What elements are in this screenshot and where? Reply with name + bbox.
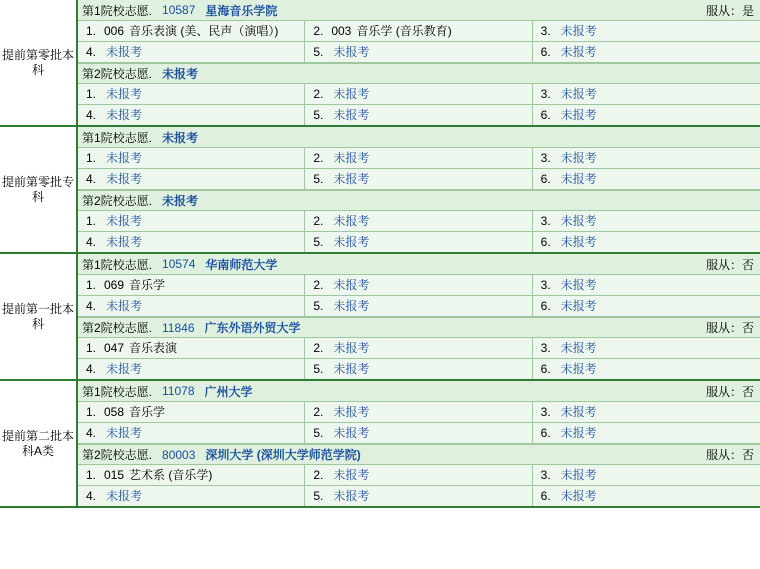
school-code: 10574 — [162, 257, 196, 271]
major-row — [78, 296, 760, 317]
batch-block — [0, 127, 760, 254]
major-choice-cell[interactable] — [533, 42, 760, 62]
major-choice-cell[interactable] — [305, 402, 532, 422]
major-empty: 未报考 — [333, 214, 370, 228]
major-index: 5. — [313, 299, 324, 313]
major-name: 音乐表演 — [129, 341, 178, 355]
major-row — [78, 105, 760, 125]
major-name: 音乐学 (音乐教育) — [356, 24, 452, 38]
major-choice-cell[interactable] — [533, 275, 760, 295]
school-choice-header[interactable] — [78, 0, 760, 21]
major-choice-cell[interactable] — [533, 338, 760, 358]
major-empty: 未报考 — [333, 87, 370, 101]
major-name: 艺术系 (音乐学) — [129, 468, 213, 482]
major-choice-cell[interactable] — [305, 232, 532, 252]
major-choice-cell[interactable] — [533, 423, 760, 443]
major-index: 2. — [313, 341, 324, 355]
major-choice-cell[interactable] — [533, 296, 760, 316]
major-index: 1. — [86, 278, 97, 292]
major-empty: 未报考 — [106, 45, 143, 59]
batch-block — [0, 254, 760, 381]
major-choice-cell[interactable] — [533, 465, 760, 485]
major-choice-cell[interactable] — [305, 338, 532, 358]
major-choice-cell[interactable] — [533, 486, 760, 506]
major-empty: 未报考 — [106, 172, 143, 186]
major-name: 音乐学 — [129, 405, 166, 419]
major-index: 5. — [313, 172, 324, 186]
school-choice-header[interactable] — [78, 317, 760, 338]
major-index: 2. — [313, 151, 324, 165]
major-empty: 未报考 — [560, 341, 597, 355]
school-choice-header[interactable] — [78, 381, 760, 402]
batch-body — [78, 0, 760, 125]
major-index: 6. — [540, 299, 551, 313]
school-choice-header[interactable] — [78, 63, 760, 84]
major-code: 058 — [104, 405, 125, 419]
major-code: 047 — [104, 341, 125, 355]
major-index: 6. — [540, 172, 551, 186]
major-choice-cell[interactable] — [78, 275, 305, 295]
major-index: 3. — [540, 278, 551, 292]
obey-status: 服从：否 — [705, 448, 754, 462]
major-row — [78, 402, 760, 423]
major-empty: 未报考 — [560, 426, 597, 440]
major-choice-cell[interactable] — [305, 296, 532, 316]
major-empty: 未报考 — [560, 489, 597, 503]
major-choice-cell[interactable] — [533, 359, 760, 379]
major-choice-cell[interactable] — [78, 148, 305, 168]
major-choice-cell[interactable] — [78, 169, 305, 189]
batch-name: 提前第二批本科A类 — [0, 381, 78, 506]
major-choice-cell[interactable] — [78, 296, 305, 316]
obey-status: 服从：否 — [705, 257, 754, 272]
major-choice-cell[interactable] — [533, 84, 760, 104]
obey-status: 服从：否 — [705, 384, 754, 399]
major-index: 2. — [313, 278, 324, 292]
major-choice-cell[interactable] — [533, 21, 760, 41]
major-empty: 未报考 — [106, 108, 143, 122]
major-choice-cell[interactable] — [305, 42, 532, 62]
batch-name: 提前第一批本科 — [0, 254, 78, 379]
major-index: 6. — [540, 489, 551, 503]
major-row — [78, 423, 760, 444]
obey-status: 服从：是 — [705, 3, 754, 18]
major-empty: 未报考 — [333, 362, 370, 376]
major-empty: 未报考 — [560, 299, 597, 313]
school-choice-order: 第1院校志愿. — [82, 3, 153, 18]
major-row — [78, 275, 760, 296]
major-empty: 未报考 — [560, 24, 597, 38]
major-index: 5. — [313, 362, 324, 376]
major-choice-cell[interactable] — [78, 211, 305, 231]
major-choice-cell[interactable] — [78, 232, 305, 252]
major-empty: 未报考 — [106, 87, 143, 101]
major-index: 1. — [86, 151, 97, 165]
major-name: 音乐表演 (美、民声（演唱）) — [129, 24, 279, 38]
major-name: 音乐学 — [129, 278, 166, 292]
major-empty: 未报考 — [333, 341, 370, 355]
major-empty: 未报考 — [106, 151, 143, 165]
major-choice-cell[interactable] — [78, 465, 305, 485]
major-code: 069 — [104, 278, 125, 292]
obey-status: 服从：否 — [705, 321, 754, 335]
major-empty: 未报考 — [560, 405, 597, 419]
major-row — [78, 211, 760, 232]
major-choice-cell[interactable] — [78, 21, 305, 41]
major-code: 006 — [104, 24, 125, 38]
major-empty: 未报考 — [560, 87, 597, 101]
major-index: 6. — [540, 235, 551, 249]
major-index: 1. — [86, 87, 97, 101]
major-choice-cell[interactable] — [78, 423, 305, 443]
school-name: 广东外语外贸大学 — [204, 321, 301, 335]
major-index: 4. — [86, 235, 97, 249]
major-choice-cell[interactable] — [533, 402, 760, 422]
school-name: 未报考 — [162, 194, 199, 208]
major-empty: 未报考 — [333, 172, 370, 186]
school-name: 未报考 — [162, 67, 199, 81]
major-row — [78, 21, 760, 42]
major-row — [78, 232, 760, 252]
school-code: 80003 — [162, 447, 196, 462]
major-empty: 未报考 — [333, 489, 370, 503]
major-index: 5. — [313, 426, 324, 440]
major-row — [78, 486, 760, 506]
batch-body — [78, 381, 760, 506]
major-index: 2. — [313, 214, 324, 228]
major-row — [78, 148, 760, 169]
major-index: 5. — [313, 108, 324, 122]
major-index: 1. — [86, 24, 97, 38]
school-name: 未报考 — [162, 130, 199, 145]
major-empty: 未报考 — [106, 362, 143, 376]
major-choice-cell[interactable] — [305, 359, 532, 379]
major-choice-cell[interactable] — [305, 169, 532, 189]
major-empty: 未报考 — [106, 489, 143, 503]
major-choice-cell[interactable] — [305, 423, 532, 443]
major-row — [78, 359, 760, 379]
major-row — [78, 338, 760, 359]
major-index: 6. — [540, 426, 551, 440]
major-empty: 未报考 — [560, 235, 597, 249]
major-index: 6. — [540, 108, 551, 122]
major-choice-cell[interactable] — [533, 169, 760, 189]
major-index: 5. — [313, 45, 324, 59]
major-index: 5. — [313, 235, 324, 249]
school-name: 华南师范大学 — [205, 257, 278, 272]
major-choice-cell[interactable] — [533, 148, 760, 168]
major-choice-cell[interactable] — [305, 148, 532, 168]
major-index: 4. — [86, 426, 97, 440]
school-choice-order: 第2院校志愿. — [82, 67, 153, 81]
major-empty: 未报考 — [333, 45, 370, 59]
major-choice-cell[interactable] — [305, 486, 532, 506]
major-index: 5. — [313, 489, 324, 503]
major-empty: 未报考 — [333, 299, 370, 313]
major-index: 4. — [86, 299, 97, 313]
major-choice-cell[interactable] — [78, 105, 305, 125]
major-row — [78, 84, 760, 105]
major-choice-cell[interactable] — [78, 402, 305, 422]
major-index: 4. — [86, 45, 97, 59]
major-index: 1. — [86, 468, 97, 482]
major-choice-cell[interactable] — [78, 42, 305, 62]
school-name: 星海音乐学院 — [205, 3, 278, 18]
school-choice-header[interactable] — [78, 254, 760, 275]
major-index: 6. — [540, 362, 551, 376]
major-empty: 未报考 — [560, 172, 597, 186]
major-index: 4. — [86, 108, 97, 122]
major-empty: 未报考 — [333, 278, 370, 292]
school-choice-order: 第2院校志愿. — [82, 448, 153, 462]
major-index: 4. — [86, 362, 97, 376]
major-index: 3. — [540, 468, 551, 482]
school-choice-header[interactable] — [78, 190, 760, 211]
major-index: 3. — [540, 405, 551, 419]
major-empty: 未报考 — [333, 235, 370, 249]
batch-name: 提前第零批专科 — [0, 127, 78, 252]
major-row — [78, 169, 760, 190]
school-code: 10587 — [162, 3, 196, 17]
major-empty: 未报考 — [560, 45, 597, 59]
major-index: 1. — [86, 405, 97, 419]
major-empty: 未报考 — [560, 214, 597, 228]
school-choice-header[interactable] — [78, 127, 760, 148]
major-empty: 未报考 — [333, 426, 370, 440]
major-index: 2. — [313, 24, 324, 38]
major-choice-cell[interactable] — [78, 84, 305, 104]
major-empty: 未报考 — [560, 151, 597, 165]
major-row — [78, 42, 760, 63]
school-name: 深圳大学 (深圳大学师范学院) — [205, 448, 361, 462]
major-index: 3. — [540, 214, 551, 228]
school-choice-order: 第1院校志愿. — [82, 384, 153, 399]
major-choice-cell[interactable] — [533, 211, 760, 231]
batch-block — [0, 381, 760, 508]
major-choice-cell[interactable] — [305, 21, 532, 41]
school-choice-order: 第2院校志愿. — [82, 194, 153, 208]
school-code: 11078 — [162, 384, 195, 398]
school-name: 广州大学 — [204, 384, 253, 399]
school-choice-order: 第2院校志愿. — [82, 321, 153, 335]
batch-block — [0, 0, 760, 127]
major-choice-cell[interactable] — [305, 84, 532, 104]
major-index: 2. — [313, 405, 324, 419]
major-choice-cell[interactable] — [78, 338, 305, 358]
major-choice-cell[interactable] — [305, 105, 532, 125]
major-index: 1. — [86, 214, 97, 228]
school-choice-order: 第1院校志愿. — [82, 130, 153, 145]
major-choice-cell[interactable] — [533, 105, 760, 125]
major-index: 3. — [540, 151, 551, 165]
major-index: 3. — [540, 341, 551, 355]
batch-body — [78, 127, 760, 252]
major-row — [78, 465, 760, 486]
school-choice-order: 第1院校志愿. — [82, 257, 153, 272]
major-choice-cell[interactable] — [305, 211, 532, 231]
school-choice-header[interactable] — [78, 444, 760, 465]
major-index: 4. — [86, 489, 97, 503]
major-choice-cell[interactable] — [305, 275, 532, 295]
major-choice-cell[interactable] — [305, 465, 532, 485]
major-empty: 未报考 — [333, 108, 370, 122]
major-code: 003 — [331, 24, 352, 38]
major-empty: 未报考 — [560, 362, 597, 376]
batch-name: 提前第零批本科 — [0, 0, 78, 125]
major-empty: 未报考 — [106, 235, 143, 249]
major-index: 1. — [86, 341, 97, 355]
major-empty: 未报考 — [560, 108, 597, 122]
major-code: 015 — [104, 468, 125, 482]
school-code: 11846 — [162, 320, 195, 335]
major-empty: 未报考 — [333, 151, 370, 165]
major-empty: 未报考 — [106, 299, 143, 313]
major-index: 6. — [540, 45, 551, 59]
major-choice-cell[interactable] — [78, 359, 305, 379]
major-empty: 未报考 — [106, 214, 143, 228]
major-choice-cell[interactable] — [78, 486, 305, 506]
major-index: 3. — [540, 24, 551, 38]
major-empty: 未报考 — [560, 468, 597, 482]
major-empty: 未报考 — [560, 278, 597, 292]
major-index: 2. — [313, 468, 324, 482]
major-empty: 未报考 — [333, 405, 370, 419]
major-choice-cell[interactable] — [533, 232, 760, 252]
major-index: 3. — [540, 87, 551, 101]
major-empty: 未报考 — [333, 468, 370, 482]
batch-body — [78, 254, 760, 379]
major-empty: 未报考 — [106, 426, 143, 440]
major-index: 4. — [86, 172, 97, 186]
major-index: 2. — [313, 87, 324, 101]
